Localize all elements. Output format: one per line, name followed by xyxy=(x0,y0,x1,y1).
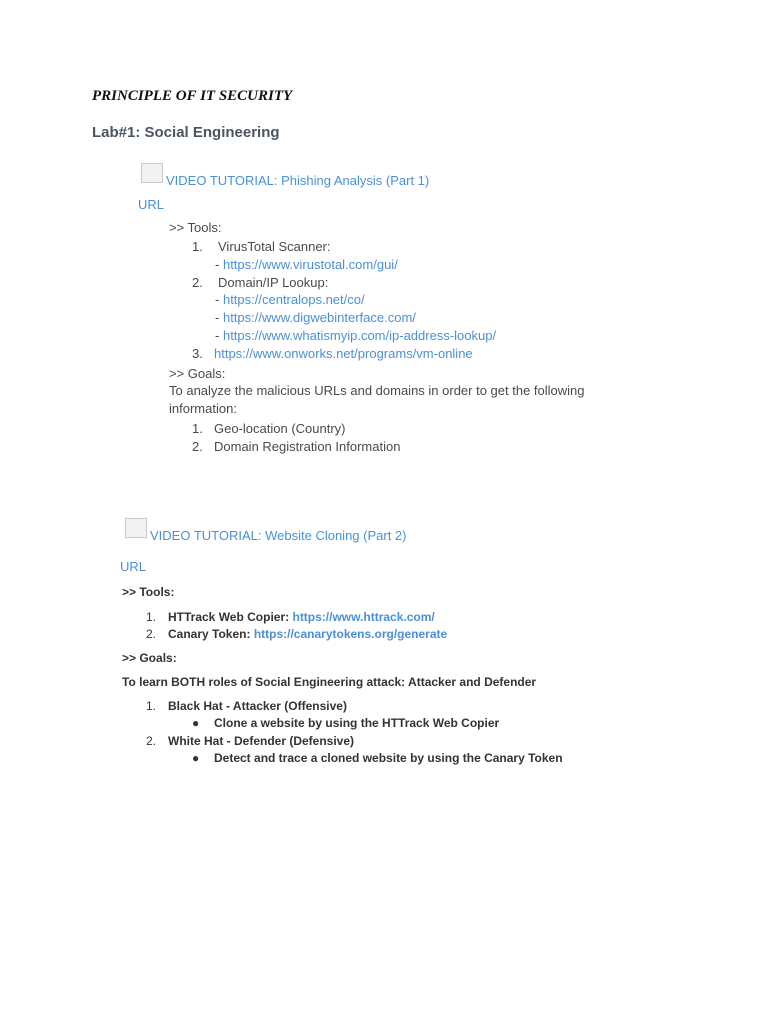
tool-label: Domain/IP Lookup: xyxy=(218,275,329,290)
tool-label: VirusTotal Scanner: xyxy=(218,239,331,254)
url-link-part1[interactable]: URL xyxy=(138,197,165,212)
goals-text-part1-cont: information: xyxy=(169,401,237,416)
page-title: PRINCIPLE OF IT SECURITY xyxy=(92,88,293,104)
role-subitem xyxy=(192,751,563,765)
whatismyip-link[interactable]: https://www.whatismyip.com/ip-address-lookup/ xyxy=(222,328,497,343)
tool-number: 1. xyxy=(146,610,157,624)
role-item xyxy=(146,734,354,748)
goals-heading-part1: >> Goals: xyxy=(169,366,226,381)
role-subitem xyxy=(192,716,499,730)
tool-number: 3. xyxy=(192,346,203,361)
virustotal-link[interactable]: https://www.virustotal.com/gui/ xyxy=(222,257,398,272)
tool-number: 1. xyxy=(192,239,203,254)
video-link-part1[interactable]: VIDEO TUTORIAL: Phishing Analysis (Part 1) xyxy=(166,173,430,188)
tool-item xyxy=(146,610,435,624)
goal-text: Geo-location (Country) xyxy=(214,421,346,436)
goal-item xyxy=(192,439,400,454)
url-link-part2[interactable]: URL xyxy=(120,559,147,574)
httrack-link[interactable]: https://www.httrack.com/ xyxy=(292,610,435,624)
goals-text-part1: To analyze the malicious URLs and domains in order to get the following xyxy=(169,383,585,398)
tool-item xyxy=(192,239,331,254)
role-item xyxy=(146,699,347,713)
role-text: Black Hat - Attacker (Offensive) xyxy=(168,699,347,713)
tool-number: 2. xyxy=(146,627,157,641)
tool-link-row xyxy=(215,257,398,272)
onworks-link[interactable]: https://www.onworks.net/programs/vm-online xyxy=(214,346,473,361)
tool-link-row xyxy=(215,292,365,307)
role-number: 2. xyxy=(146,734,157,748)
canarytokens-link[interactable]: https://canarytokens.org/generate xyxy=(253,627,448,641)
bullet-icon: ● xyxy=(192,751,200,765)
goals-intro-part2: To learn BOTH roles of Social Engineering attack: Attacker and Defender xyxy=(122,675,537,689)
tool-item xyxy=(146,627,447,641)
lab-title: Lab#1: Social Engineering xyxy=(92,124,280,141)
video-thumbnail-part1[interactable] xyxy=(141,163,163,183)
role-number: 1. xyxy=(146,699,157,713)
tool-label: HTTrack Web Copier: xyxy=(168,610,290,624)
bullet-icon: ● xyxy=(192,716,200,730)
goal-number: 1. xyxy=(192,421,203,436)
dash: - xyxy=(215,292,220,307)
tool-label: Canary Token: xyxy=(168,627,251,641)
tool-link-row xyxy=(215,310,416,325)
tools-heading-part1: >> Tools: xyxy=(169,220,222,235)
dash: - xyxy=(215,310,220,325)
centralops-link[interactable]: https://centralops.net/co/ xyxy=(222,292,365,307)
role-text: White Hat - Defender (Defensive) xyxy=(168,734,355,748)
dash: - xyxy=(215,257,220,272)
goal-item xyxy=(192,421,346,436)
digwebinterface-link[interactable]: https://www.digwebinterface.com/ xyxy=(222,310,416,325)
dash: - xyxy=(215,328,220,343)
tools-heading-part2: >> Tools: xyxy=(122,585,175,599)
goals-heading-part2: >> Goals: xyxy=(122,651,177,665)
tool-number: 2. xyxy=(192,275,203,290)
tool-item xyxy=(192,346,473,361)
tool-link-row xyxy=(215,328,496,343)
role-subtext: Clone a website by using the HTTrack Web Copier xyxy=(214,716,500,730)
video-thumbnail-part2[interactable] xyxy=(125,518,147,538)
goal-number: 2. xyxy=(192,439,203,454)
video-link-part2[interactable]: VIDEO TUTORIAL: Website Cloning (Part 2) xyxy=(150,528,407,543)
role-subtext: Detect and trace a cloned website by using the Canary Token xyxy=(214,751,563,765)
tool-item xyxy=(192,275,328,290)
goal-text: Domain Registration Information xyxy=(214,439,401,454)
